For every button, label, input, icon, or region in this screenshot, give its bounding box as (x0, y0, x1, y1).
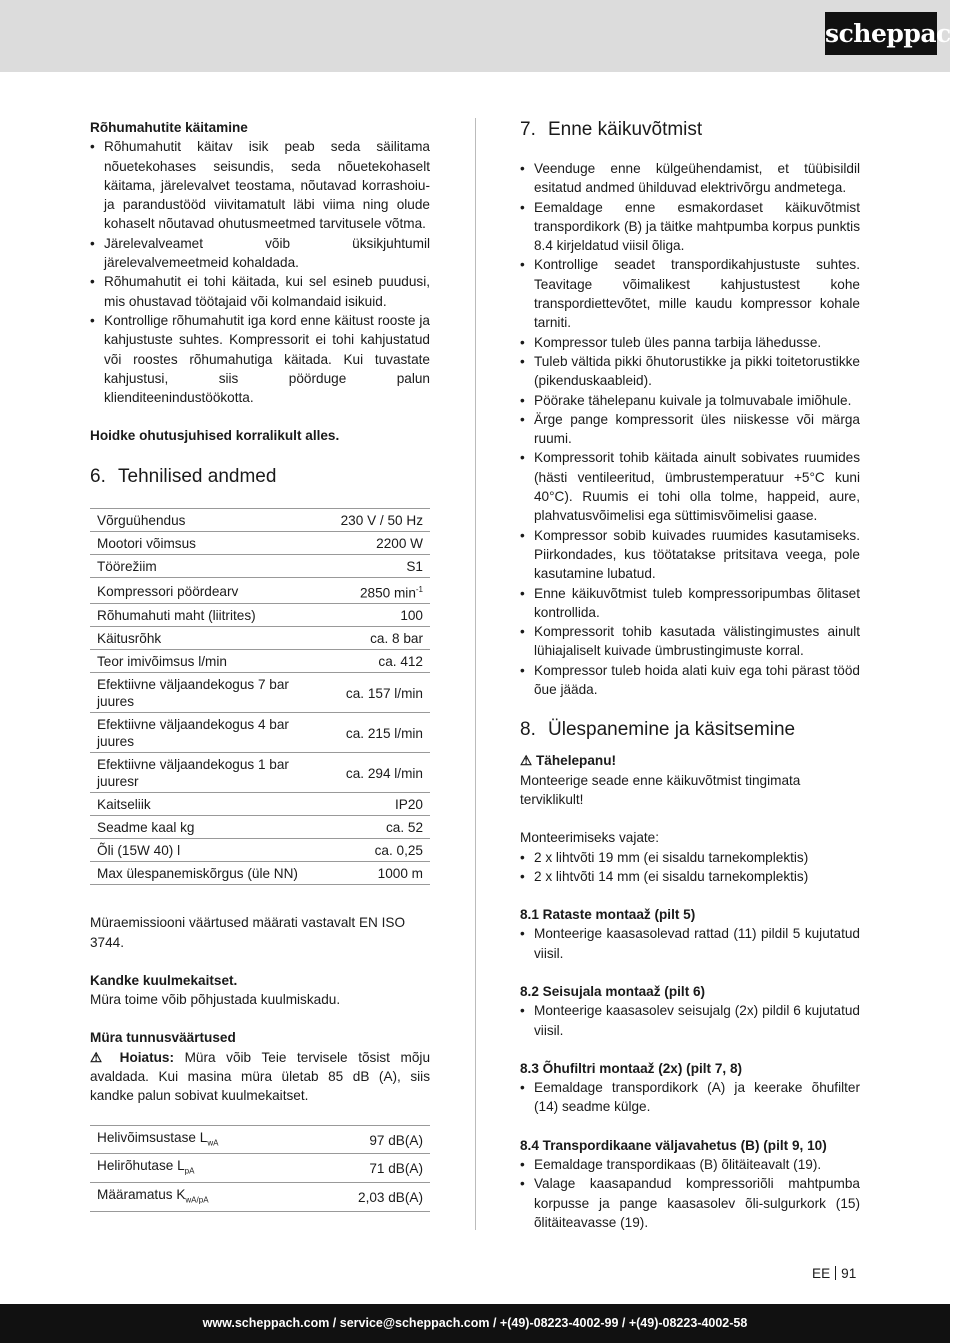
operation-list (90, 137, 430, 407)
table-cell-label: Mootori võimsus (90, 531, 334, 554)
list-item: • Veenduge enne külgeühendamist, et tüübisildil esitatud andmed ühilduvad elektrivõrgu andmetega. (520, 159, 860, 198)
table-cell-value: IP20 (334, 793, 430, 816)
list-item: • Enne käikuvõtmist tuleb kompressoripumbas õlitaset kontrollida. (520, 584, 860, 623)
section-8-heading: 8. Ülespanemine ja käsitsemine (520, 719, 796, 741)
table-cell-value: 97 dB(A) (305, 1125, 430, 1154)
list-item: • Kompressor sobib kuivades ruumides kasutamiseks. Piirkondades, kus töötatakse pritsitava veega, pole kasutamine lubatud. (520, 526, 860, 584)
section-8-3-title: 8.3 Õhufiltri montaaž (2x) (pilt 7, 8) (520, 1060, 743, 1076)
attention-text: Monteerige seade enne käikuvõtmist tingimata terviklikult! (520, 772, 801, 807)
list-item: • Ärge pange kompressorit üles niiskesse või märga ruumi. (520, 410, 860, 449)
section-7-heading: 7. Enne käikuvõtmist (520, 119, 703, 140)
warning-icon: ⚠ (90, 1049, 110, 1065)
table-cell-label: Efektiivne väljaandekogus 7 bar juures (90, 673, 334, 713)
table-cell-label: Töörežiim (90, 554, 334, 577)
page-number: EE 91 (812, 1266, 857, 1281)
table-row (90, 1183, 430, 1212)
section-8-2-list (520, 1001, 860, 1040)
table-cell-label: Õli (15W 40) l (90, 839, 334, 862)
noise-warning: ⚠ Hoiatus: Müra võib Teie tervisele tõsist mõju avaldada. Kui masina müra ületab 85 dB (A), siis kandke palun sobivat kuulmekaitset. (90, 1049, 431, 1104)
tech-data-table (90, 508, 430, 886)
table-row (90, 816, 430, 839)
table-row (90, 862, 430, 885)
list-item: • Kompressor tuleb üles panna tarbija lähedusse. (520, 333, 860, 352)
list-item: • Rõhumahutit ei tohi käitada, kui sel esineb puudusi, mis ohustavad töötajaid või kolmandaid isikuid. (90, 272, 430, 311)
table-cell-label: Helivõimsustase $L_{wA}$ (90, 1125, 305, 1154)
list-item: • Eemaldage transpordikaas (B) õlitäiteavalt (19). (520, 1155, 860, 1174)
table-row (90, 839, 430, 862)
section-7-list (520, 159, 860, 699)
table-cell-value: ca. 412 (334, 650, 430, 673)
list-item: • Kompressor tuleb hoida alati kuiv ega tohi pärast tööd õue jääda. (520, 661, 860, 700)
table-row (90, 531, 430, 554)
table-cell-label: Võrguühendus (90, 508, 334, 531)
table-cell-value: ca. 8 bar (334, 627, 430, 650)
table-cell-label: Max ülespanemiskõrgus (üle NN) (90, 862, 334, 885)
column-divider (475, 118, 476, 1230)
table-row (90, 577, 430, 604)
list-item: • Eemaldage transpordikork (A) ja keerake õhufilter (14) seadme külge. (520, 1078, 860, 1117)
table-cell-label: Kompressori pöördearv (90, 577, 334, 604)
section-6-heading: 6. Tehnilised andmed (90, 465, 277, 487)
table-cell-label: Kaitseliik (90, 793, 334, 816)
table-cell-label: Efektiivne väljaandekogus 4 bar juures (90, 713, 334, 753)
list-item: • Eemaldage enne esmakordaset käikuvõtmist transpordikork (B) ja täitke mahtpumba korpus punktis 8.4 kirjeldatud viisil õliga. (520, 198, 860, 256)
table-cell-label: Efektiivne väljaandekogus 1 bar juuresr (90, 753, 334, 793)
table-cell-value: ca. 294 l/min (334, 753, 430, 793)
list-item: • Rõhumahutit käitav isik peab seda säilitama nõuetekohases seisundis, seda nõuetekohaselt käitama, järelevalvet teostama, nõutavad korrashoiu- ja parandustööd viivitamatult läbi viima ning olude kohaselt nõutavad ohutusmeetmed tarvitusele võtma. (90, 137, 430, 233)
table-cell-label: Teor imivõimsus l/min (90, 650, 334, 673)
table-row (90, 604, 430, 627)
table-row (90, 627, 430, 650)
list-item: • Pöörake tähelepanu kuivale ja tolmuvabale imiõhule. (520, 391, 860, 410)
warning-icon: ⚠ (520, 753, 533, 769)
table-cell-value: 230 V / 50 Hz (334, 508, 430, 531)
section-8-2-title: 8.2 Seisujala montaaž (pilt 6) (520, 983, 706, 999)
section-8-4-title: 8.4 Transpordikaane väljavahetus (B) (pilt 9, 10) (520, 1137, 827, 1153)
top-bar (0, 0, 968, 72)
table-row (90, 1125, 430, 1154)
list-item: • Kompressorit tohib kasutada välistingimustes ainult lühiajaliselt kuivade ümbrustingimuste korral. (520, 622, 860, 661)
list-item: • 2 x lihtvõti 19 mm (ei sisaldu tarnekomplektis) (520, 848, 860, 867)
keep-safe-note: Hoidke ohutusjuhised korralikult alles. (90, 428, 340, 444)
table-cell-label: Määramatus $K_{wA/pA}$ (90, 1183, 305, 1212)
table-cell-value: 2200 W (334, 531, 430, 554)
table-cell-value: S1 (334, 554, 430, 577)
list-item: • Järelevalveamet võib üksikjuhtumil järelevalvemeetmeid kohaldada. (90, 234, 430, 273)
list-item: • 2 x lihtvõti 14 mm (ei sisaldu tarnekomplektis) (520, 867, 860, 886)
section-8-1-title: 8.1 Rataste montaaž (pilt 5) (520, 907, 696, 923)
noise-table (90, 1125, 430, 1212)
table-cell-label: Rõhumahuti maht (liitrites) (90, 604, 334, 627)
list-item: • Monteerige kaasasolevad rattad (11) pildil 5 kujutatud viisil. (520, 924, 860, 963)
section-8-4-list (520, 1155, 860, 1232)
table-cell-value: 71 dB(A) (305, 1154, 430, 1183)
table-cell-value: ca. 157 l/min (334, 673, 430, 713)
ear-protection-text: Müra toime võib põhjustada kuulmiskadu. (90, 992, 341, 1008)
table-row (90, 1154, 430, 1183)
section-8-1-list (520, 924, 860, 963)
table-row (90, 650, 430, 673)
list-item: • Valage kaasapandud kompressoriõli mahtpumba korpusse ja pange kaasasolev õli-sulgurkork (15) õlitäiteavasse (19). (520, 1174, 860, 1232)
table-cell-label: Helirõhutase $L_{pA}$ (90, 1154, 305, 1183)
table-row (90, 713, 430, 753)
table-cell-label: Seadme kaal kg (90, 816, 334, 839)
ear-protection-title: Kandke kuulmekaitset. (90, 972, 238, 988)
list-item: • Tuleb vältida pikki õhutorustikke ja pikki toitetorustikke (pikenduskaableid). (520, 352, 860, 391)
table-cell-value: ca. 215 l/min (334, 713, 430, 753)
table-row (90, 508, 430, 531)
list-item: • Kontrollige seadet transpordikahjustuste suhtes. Teavitage võimalikest kahjustustest kohe transpordiettevõtet, mille kaudu kompressor kohale tarniti. (520, 255, 860, 332)
tools-needed-title: Monteerimiseks vajate: (520, 830, 660, 846)
tools-needed-list (520, 848, 860, 887)
table-cell-value: ca. 52 (334, 816, 430, 839)
right-column (520, 118, 860, 1232)
attention-title: ⚠ Tähelepanu! (520, 753, 617, 769)
noise-emission-text: Müraemissiooni väärtused määrati vastavalt EN ISO 3744. (90, 915, 406, 950)
operation-title: Rõhumahutite käitamine (90, 120, 248, 135)
footer-contact: www.scheppach.com / service@scheppach.com / +(49)-08223-4002-99 / +(49)-08223-4002-58 (202, 1316, 748, 1330)
table-cell-value: 2850 $\min^{-1}$ (334, 577, 430, 604)
footer-bar (0, 1304, 950, 1343)
noise-values-title: Müra tunnusväärtused (90, 1030, 236, 1046)
list-item: • Kontrollige rõhumahutit iga kord enne käitust rooste ja kahjustuste suhtes. Kompressorit ei tohi kahjustatud või roostes rõhumahutiga käitada. Kui tuvastate kahjustusi, siis pöörduge palun klienditeenindustöökotta. (90, 311, 430, 407)
list-item: • Kompressorit tohib käitada ainult sobivates ruumides (hästi ventileeritud, ümbrustemperatuur +5°C kuni 40°C). Ruumis ei tohi olla tolme, happeid, aure, plahvatusvõimelisi ega süttimisvõimelisi gaase. (520, 448, 860, 525)
table-cell-label: Käitusrõhk (90, 627, 334, 650)
list-item: • Monteerige kaasasolev seisujalg (2x) pildil 6 kujutatud viisil. (520, 1001, 860, 1040)
left-column (90, 118, 430, 1212)
table-row (90, 554, 430, 577)
table-row (90, 673, 430, 713)
table-cell-value: 2,03 dB(A) (305, 1183, 430, 1212)
table-cell-value: ca. 0,25 (334, 839, 430, 862)
brand-logo: scheppach (825, 12, 937, 55)
table-row (90, 753, 430, 793)
table-cell-value: 100 (334, 604, 430, 627)
section-8-3-list (520, 1078, 860, 1117)
table-cell-value: 1000 m (334, 862, 430, 885)
table-row (90, 793, 430, 816)
